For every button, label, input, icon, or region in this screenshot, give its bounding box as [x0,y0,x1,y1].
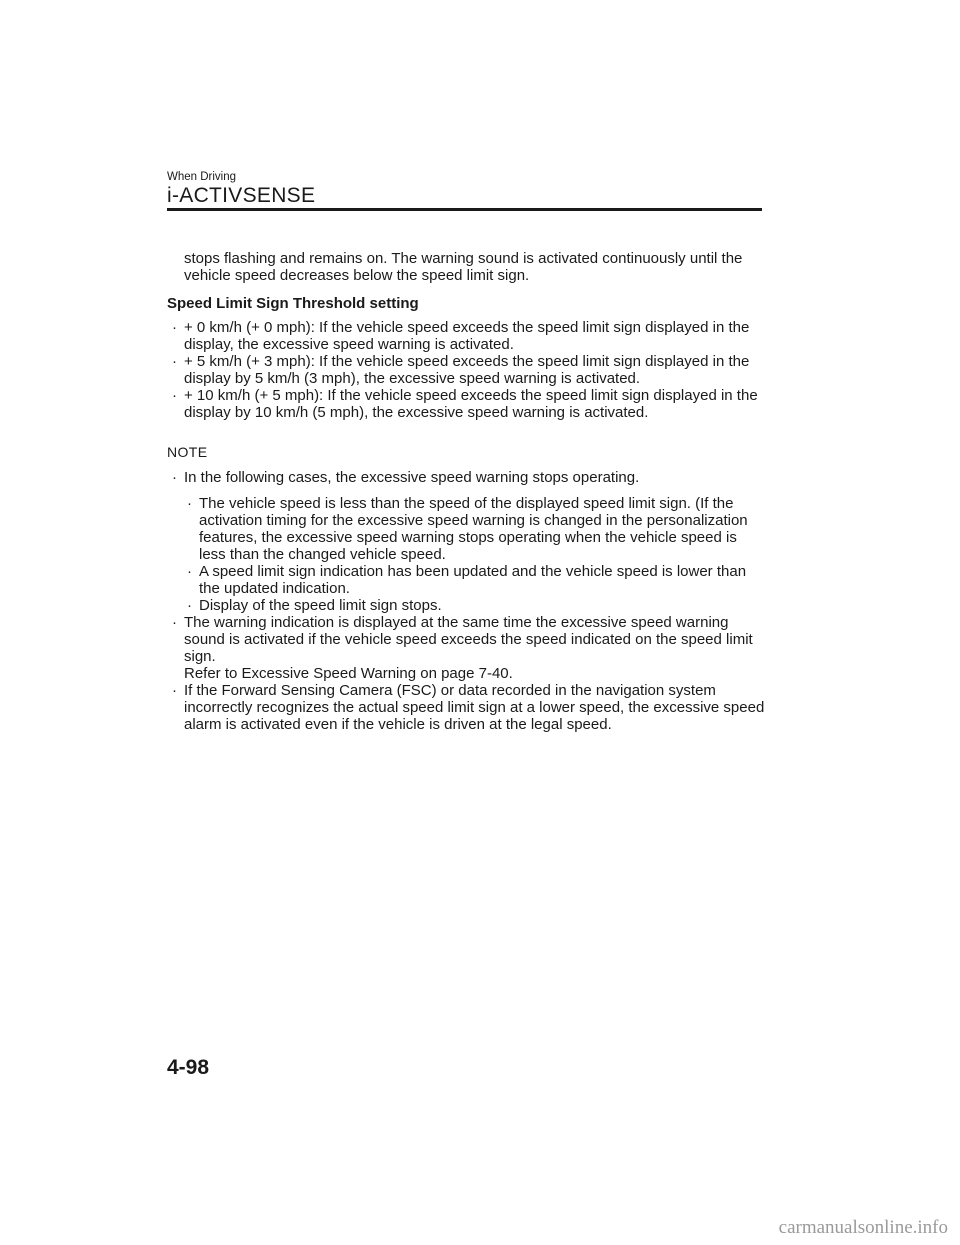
note-case-1: A speed limit sign indication has been updated and the vehicle speed is lower than the updated indication. [199,563,747,597]
list-item [167,387,767,421]
bullet-icon: · [187,495,192,512]
threshold-list [167,319,767,421]
bullet-icon: · [187,597,192,614]
list-item [167,353,767,387]
note-case-2: Display of the speed limit sign stops. [199,597,442,614]
header-divider [167,208,762,211]
bullet-icon: · [172,353,177,370]
note-item-3: If the Forward Sensing Camera (FSC) or data recorded in the navigation system incorrectly recognizes the actual speed limit sign at a lower speed, the excessive speed alarm is activated even if the vehicle is driven at the legal speed. [184,682,765,733]
list-item [167,682,767,733]
note-intro: In the following cases, the excessive speed warning stops operating. [184,469,640,486]
list-item [184,597,767,614]
list-item [167,469,767,614]
bullet-icon: · [172,319,177,336]
list-item [167,614,767,682]
bullet-icon: · [172,469,177,486]
section-title: i-ACTIVSENSE [167,184,316,207]
bullet-icon: · [172,387,177,404]
list-item [184,563,767,597]
section-label: When Driving [167,171,237,183]
note-case-0: The vehicle speed is less than the speed of the displayed speed limit sign. (If the activation timing for the excessive speed warning is changed in the personalization features, the excessive speed warning stops operating when the vehicle speed is less than the changed vehicle speed. [199,495,748,563]
page-reference-link[interactable]: Refer to Excessive Speed Warning on page 7-40. [184,665,513,682]
threshold-heading: Speed Limit Sign Threshold setting [167,295,419,312]
page-number: 4-98 [167,1056,210,1079]
note-case-list [184,495,767,614]
page-content [167,250,767,733]
continuation-paragraph: stops flashing and remains on. The warning sound is activated continuously until the vehicle speed decreases below the speed limit sign. [184,250,743,284]
note-list [167,469,767,733]
bullet-icon: · [172,682,177,699]
bullet-icon: · [187,563,192,580]
watermark: carmanualsonline.info [778,1217,948,1238]
bullet-icon: · [172,614,177,631]
list-item [184,495,767,563]
note-item-2: The warning indication is displayed at the same time the excessive speed warning sound is activated if the vehicle speed exceeds the speed indicated on the speed limit sign. [184,614,753,665]
section-header [167,171,762,208]
threshold-item-0: + 0 km/h (+ 0 mph): If the vehicle speed exceeds the speed limit sign displayed in the display, the excessive speed warning is activated. [184,319,750,353]
note-heading: NOTE [167,444,208,460]
threshold-item-2: + 10 km/h (+ 5 mph): If the vehicle speed exceeds the speed limit sign displayed in the display by 10 km/h (5 mph), the excessive speed warning is activated. [184,387,758,421]
list-item [167,319,767,353]
threshold-item-1: + 5 km/h (+ 3 mph): If the vehicle speed exceeds the speed limit sign displayed in the display by 5 km/h (3 mph), the excessive speed warning is activated. [184,353,750,387]
